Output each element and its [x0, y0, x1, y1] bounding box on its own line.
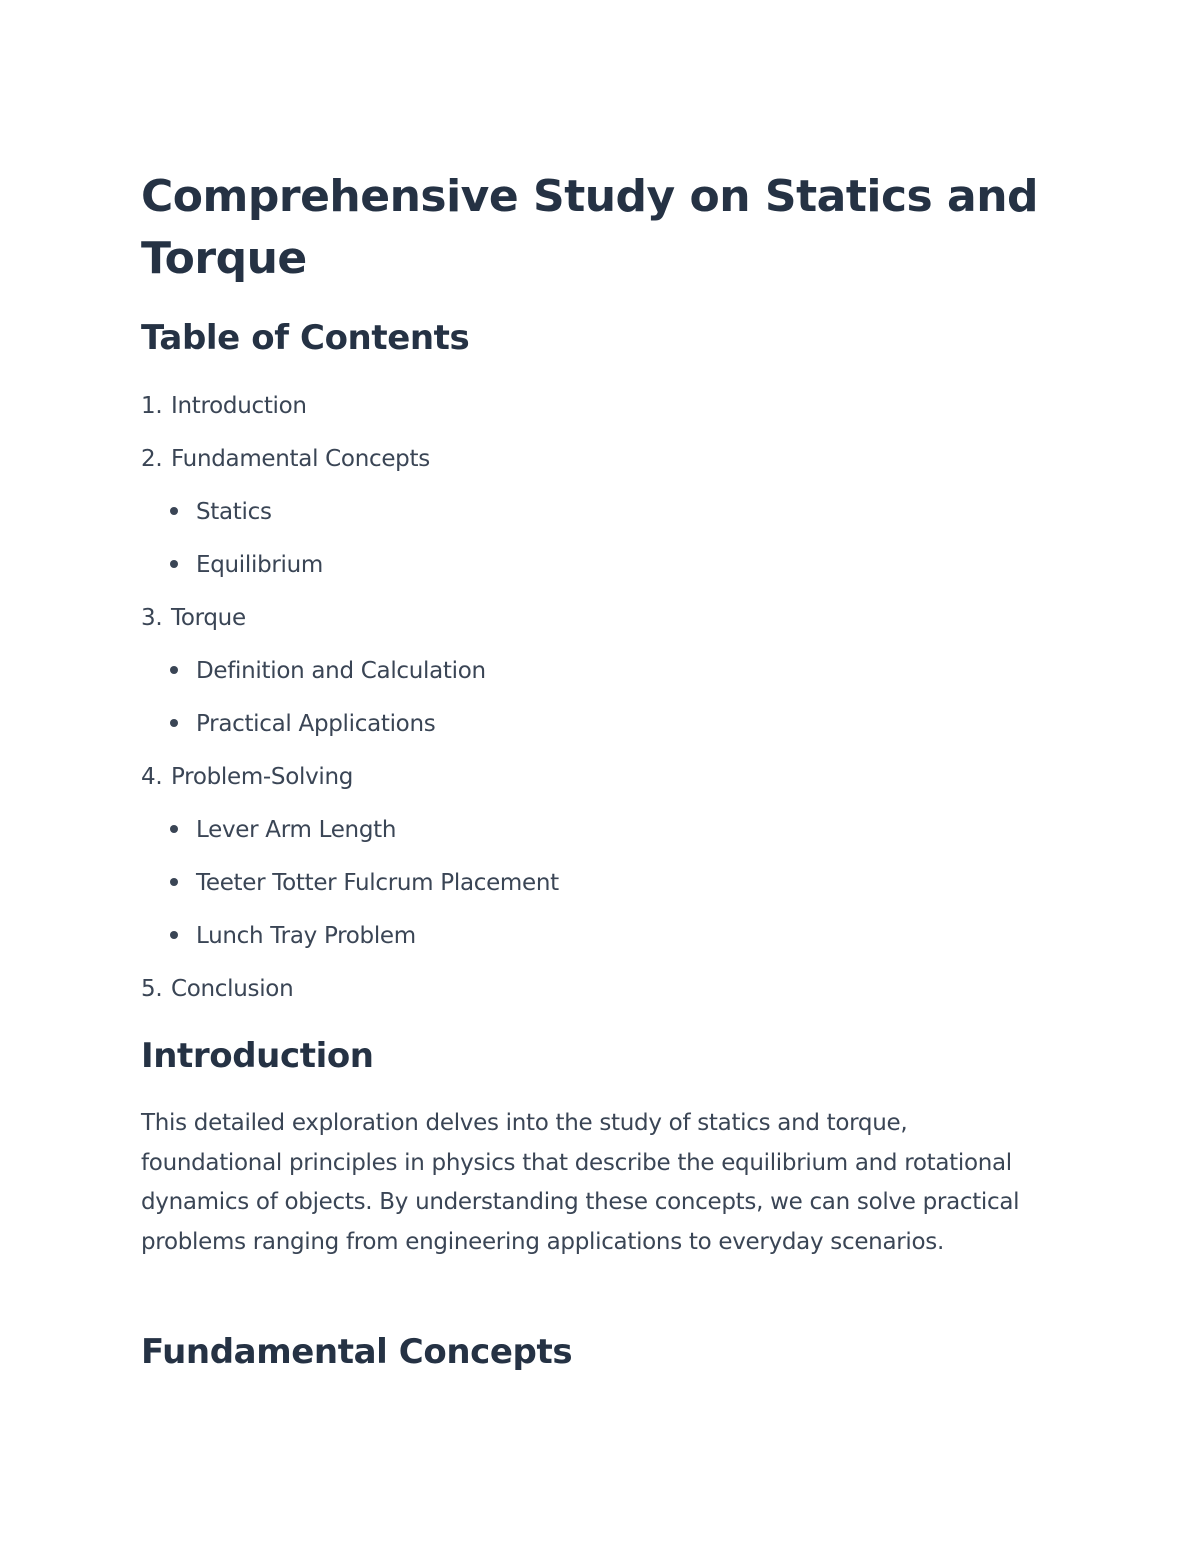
toc-item-label: Introduction: [171, 393, 307, 419]
toc-item-conclusion[interactable]: [141, 969, 559, 1022]
toc-subitem-statics[interactable]: [141, 492, 559, 545]
toc-item-number: 2.: [141, 446, 163, 472]
bullet-icon: [170, 560, 178, 568]
toc-item-problem-solving[interactable]: [141, 757, 559, 810]
toc-item-number: 1.: [141, 393, 163, 419]
toc-item-number: 4.: [141, 764, 163, 790]
toc-item-label: Equilibrium: [196, 552, 324, 578]
toc-item-label: Practical Applications: [196, 711, 436, 737]
toc-item-label: Torque: [171, 605, 246, 631]
bullet-icon: [170, 719, 178, 727]
table-of-contents: [141, 386, 559, 1022]
toc-item-label: Fundamental Concepts: [171, 446, 430, 472]
toc-subitem-practical-applications[interactable]: [141, 704, 559, 757]
toc-heading: Table of Contents: [141, 318, 470, 358]
toc-item-label: Teeter Totter Fulcrum Placement: [196, 870, 559, 896]
toc-item-label: Definition and Calculation: [196, 658, 486, 684]
introduction-heading: Introduction: [141, 1036, 374, 1076]
toc-item-number: 3.: [141, 605, 163, 631]
toc-subitem-lever-arm-length[interactable]: [141, 810, 559, 863]
toc-subitem-teeter-totter[interactable]: [141, 863, 559, 916]
introduction-paragraph: This detailed exploration delves into the study of statics and torque, foundational principles in physics that describe the equilibrium and rotational dynamics of objects. By understanding these concepts, we can solve practical problems ranging from engineering applications to everyday scenarios.: [141, 1110, 1020, 1255]
toc-item-label: Conclusion: [171, 976, 294, 1002]
toc-item-fundamental-concepts[interactable]: [141, 439, 559, 492]
toc-subitem-equilibrium[interactable]: [141, 545, 559, 598]
bullet-icon: [170, 507, 178, 515]
toc-item-label: Problem-Solving: [171, 764, 354, 790]
bullet-icon: [170, 878, 178, 886]
toc-item-label: Lunch Tray Problem: [196, 923, 416, 949]
toc-item-introduction[interactable]: [141, 386, 559, 439]
toc-item-label: Statics: [196, 499, 272, 525]
toc-subitem-lunch-tray[interactable]: [141, 916, 559, 969]
bullet-icon: [170, 666, 178, 674]
fundamental-concepts-heading: Fundamental Concepts: [141, 1332, 573, 1372]
toc-subitem-definition-and-calculation[interactable]: [141, 651, 559, 704]
document-title: Comprehensive Study on Statics and Torque: [141, 171, 1039, 284]
toc-item-torque[interactable]: [141, 598, 559, 651]
bullet-icon: [170, 825, 178, 833]
toc-item-label: Lever Arm Length: [196, 817, 397, 843]
bullet-icon: [170, 931, 178, 939]
toc-item-number: 5.: [141, 976, 163, 1002]
